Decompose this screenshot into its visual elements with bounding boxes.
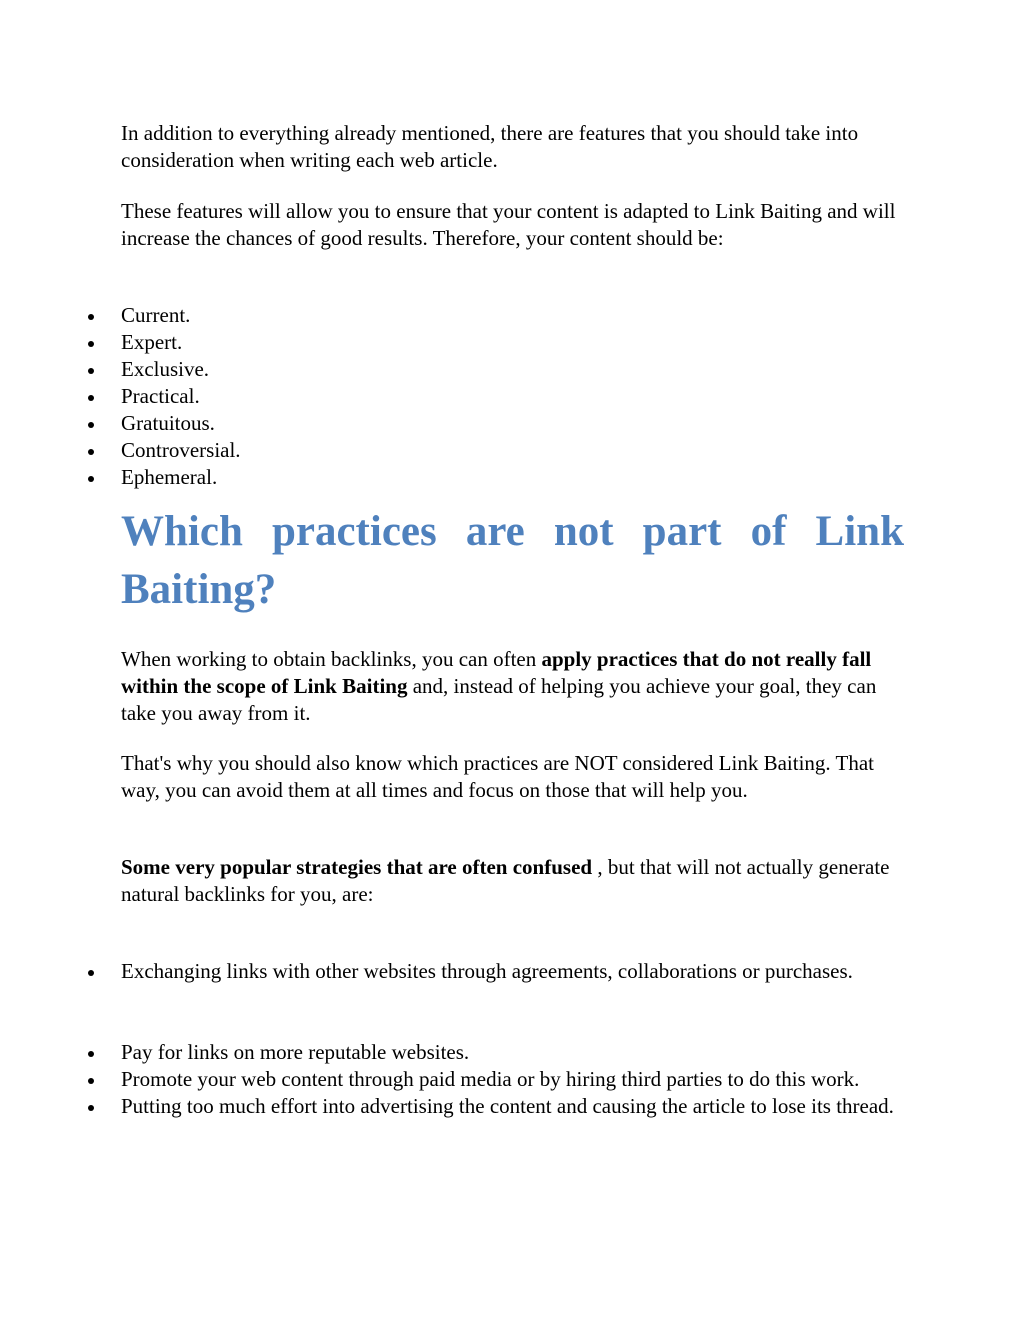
list-item-text: Exclusive. — [121, 357, 210, 381]
bullet-icon — [88, 476, 94, 482]
bullet-icon — [88, 368, 94, 374]
list-item — [0, 383, 906, 410]
paragraph-text: When working to obtain backlinks, you can often — [121, 647, 542, 671]
list-item-text: Pay for links on more reputable websites. — [121, 1040, 470, 1064]
list-item — [0, 302, 906, 329]
section-paragraph-1 — [121, 646, 906, 727]
bullet-icon — [88, 341, 94, 347]
section-heading-line-2: Baiting? — [121, 566, 277, 613]
bullet-icon — [88, 1078, 94, 1084]
list-item-text: Ephemeral. — [121, 465, 218, 489]
list-item-text: Putting too much effort into advertising the content and causing the article to lose its thread. — [121, 1094, 894, 1118]
list-item-text: Promote your web content through paid media or by hiring third parties to do this work. — [121, 1067, 860, 1091]
list-item-text: Exchanging links with other websites through agreements, collaborations or purchases. — [121, 959, 853, 983]
list-item-text: Expert. — [121, 330, 183, 354]
bullet-icon — [88, 1051, 94, 1057]
list-item-text: Controversial. — [121, 438, 241, 462]
list-item — [0, 329, 906, 356]
features-list — [0, 302, 1024, 491]
non-practices-list-1 — [0, 958, 1024, 985]
bullet-icon — [88, 395, 94, 401]
list-item-text: Current. — [121, 303, 191, 327]
section-paragraph-3 — [121, 854, 906, 908]
list-item — [0, 437, 906, 464]
section-heading — [121, 503, 904, 619]
list-item — [0, 1066, 906, 1093]
section-heading-line-1: Which practices are not part of Link — [121, 508, 904, 555]
bullet-icon — [88, 449, 94, 455]
paragraph-text: , but that will not actually generate natural backlinks for you, are: — [121, 855, 890, 906]
paragraph-bold-text: apply practices that do not really fall within the scope of Link Baiting — [121, 647, 872, 698]
bullet-icon — [88, 970, 94, 976]
paragraph-bold-text: Some very popular strategies that are often confused — [121, 855, 593, 879]
intro-paragraph-2: These features will allow you to ensure that your content is adapted to Link Baiting and will increase the chances of good results. Therefore, your content should be: — [121, 199, 896, 250]
list-item — [0, 958, 906, 985]
list-item — [0, 464, 906, 491]
non-practices-list-2 — [0, 1039, 1024, 1120]
section-paragraph-2: That's why you should also know which practices are NOT considered Link Baiting. That way, you can avoid them at all times and focus on those that will help you. — [121, 751, 875, 802]
list-item — [0, 1093, 906, 1120]
bullet-icon — [88, 314, 94, 320]
list-item — [0, 410, 906, 437]
list-item — [0, 1039, 906, 1066]
bullet-icon — [88, 1105, 94, 1111]
list-item-text: Gratuitous. — [121, 411, 215, 435]
bullet-icon — [88, 422, 94, 428]
intro-paragraph-1: In addition to everything already mentioned, there are features that you should take into consideration when writing each web article. — [121, 121, 859, 172]
list-item-text: Practical. — [121, 384, 200, 408]
list-item — [0, 356, 906, 383]
paragraph-text: and, instead of helping you achieve your goal, they can take you away from it. — [121, 674, 877, 725]
